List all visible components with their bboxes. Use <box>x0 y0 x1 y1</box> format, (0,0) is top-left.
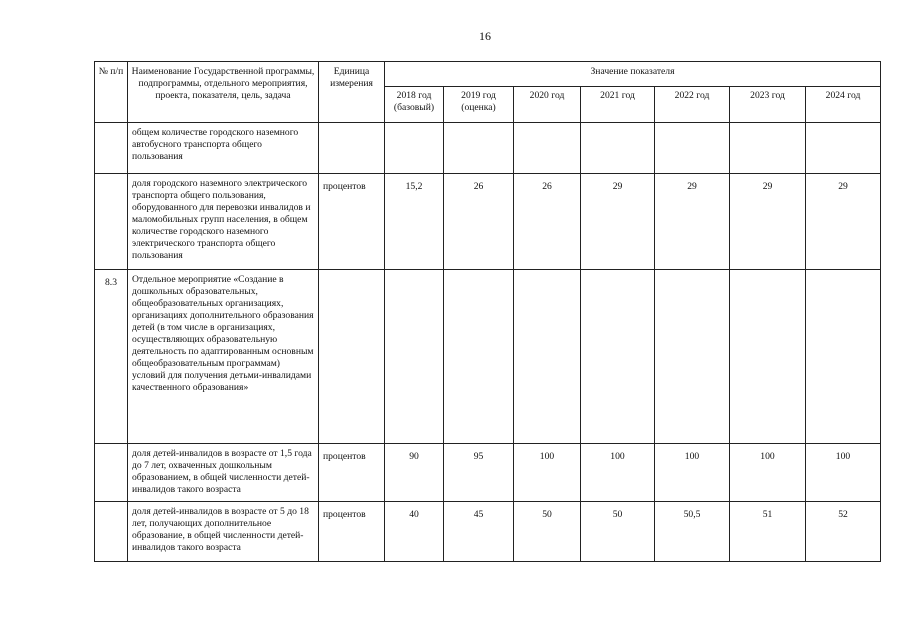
value-2021 <box>581 270 655 444</box>
table-row <box>95 270 881 444</box>
header-year-2023: 2023 год <box>730 87 806 123</box>
value-2018 <box>385 123 444 174</box>
page-number: 16 <box>479 29 491 43</box>
header-unit: Единица измерения <box>319 62 385 123</box>
value-2021: 29 <box>581 174 655 270</box>
value-2023: 29 <box>730 174 806 270</box>
value-2022 <box>655 270 730 444</box>
header-year-2018: 2018 год (базовый) <box>385 87 444 123</box>
row-unit: процентов <box>319 174 385 270</box>
value-2019: 95 <box>444 444 514 502</box>
row-number <box>95 444 128 502</box>
value-2022: 50,5 <box>655 502 730 562</box>
value-2022 <box>655 123 730 174</box>
row-name: общем количестве городского наземного автобусного транспорта общего пользования <box>128 123 319 174</box>
value-2024: 29 <box>806 174 881 270</box>
value-2024: 52 <box>806 502 881 562</box>
indicators-table <box>94 61 881 562</box>
row-name: доля детей-инвалидов в возрасте от 1,5 года до 7 лет, охваченных дошкольным образованием, в общей численности детей-инвалидов такого возраста <box>128 444 319 502</box>
value-2020 <box>514 123 581 174</box>
value-2024 <box>806 270 881 444</box>
row-number <box>95 502 128 562</box>
value-2018: 40 <box>385 502 444 562</box>
row-unit: процентов <box>319 444 385 502</box>
header-year-2022: 2022 год <box>655 87 730 123</box>
value-2021: 100 <box>581 444 655 502</box>
value-2022: 100 <box>655 444 730 502</box>
header-year-2019: 2019 год (оценка) <box>444 87 514 123</box>
value-2020: 100 <box>514 444 581 502</box>
value-2018: 90 <box>385 444 444 502</box>
value-2019 <box>444 270 514 444</box>
value-2024: 100 <box>806 444 881 502</box>
row-number <box>95 174 128 270</box>
value-2023 <box>730 123 806 174</box>
row-unit: процентов <box>319 502 385 562</box>
header-year-2024: 2024 год <box>806 87 881 123</box>
header-values: Значение показателя <box>385 62 881 87</box>
row-name: доля городского наземного электрического транспорта общего пользования, оборудованного для перевозки инвалидов и маломобильных групп населения, в общем количестве городского наземного электрического транспорта общего пользования <box>128 174 319 270</box>
row-number: 8.3 <box>95 270 128 444</box>
value-2021 <box>581 123 655 174</box>
table-row <box>95 444 881 502</box>
value-2018 <box>385 270 444 444</box>
row-unit <box>319 123 385 174</box>
value-2019: 45 <box>444 502 514 562</box>
value-2019: 26 <box>444 174 514 270</box>
value-2023: 100 <box>730 444 806 502</box>
table-row <box>95 502 881 562</box>
value-2020: 26 <box>514 174 581 270</box>
row-name: доля детей-инвалидов в возрасте от 5 до 18 лет, получающих дополнительное образование, в общей численности детей-инвалидов такого возраста <box>128 502 319 562</box>
value-2020 <box>514 270 581 444</box>
value-2018: 15,2 <box>385 174 444 270</box>
value-2024 <box>806 123 881 174</box>
table-row <box>95 174 881 270</box>
row-name: Отдельное мероприятие «Создание в дошкольных образовательных, общеобразовательных организациях, организациях дополнительного образования детей (в том числе в организациях, осуществляющих образовательную деятельность по адаптированным основным общеобразовательным программам) условий для получения детьми-инвалидами качественного образования» <box>128 270 319 444</box>
header-num: № п/п <box>95 62 128 123</box>
value-2023: 51 <box>730 502 806 562</box>
header-name: Наименование Государственной программы, подпрограммы, отдельного мероприятия, проекта, показателя, цель, задача <box>128 62 319 123</box>
value-2019 <box>444 123 514 174</box>
value-2022: 29 <box>655 174 730 270</box>
value-2020: 50 <box>514 502 581 562</box>
value-2021: 50 <box>581 502 655 562</box>
table-row <box>95 123 881 174</box>
row-unit <box>319 270 385 444</box>
header-year-2020: 2020 год <box>514 87 581 123</box>
header-year-2021: 2021 год <box>581 87 655 123</box>
row-number <box>95 123 128 174</box>
value-2023 <box>730 270 806 444</box>
